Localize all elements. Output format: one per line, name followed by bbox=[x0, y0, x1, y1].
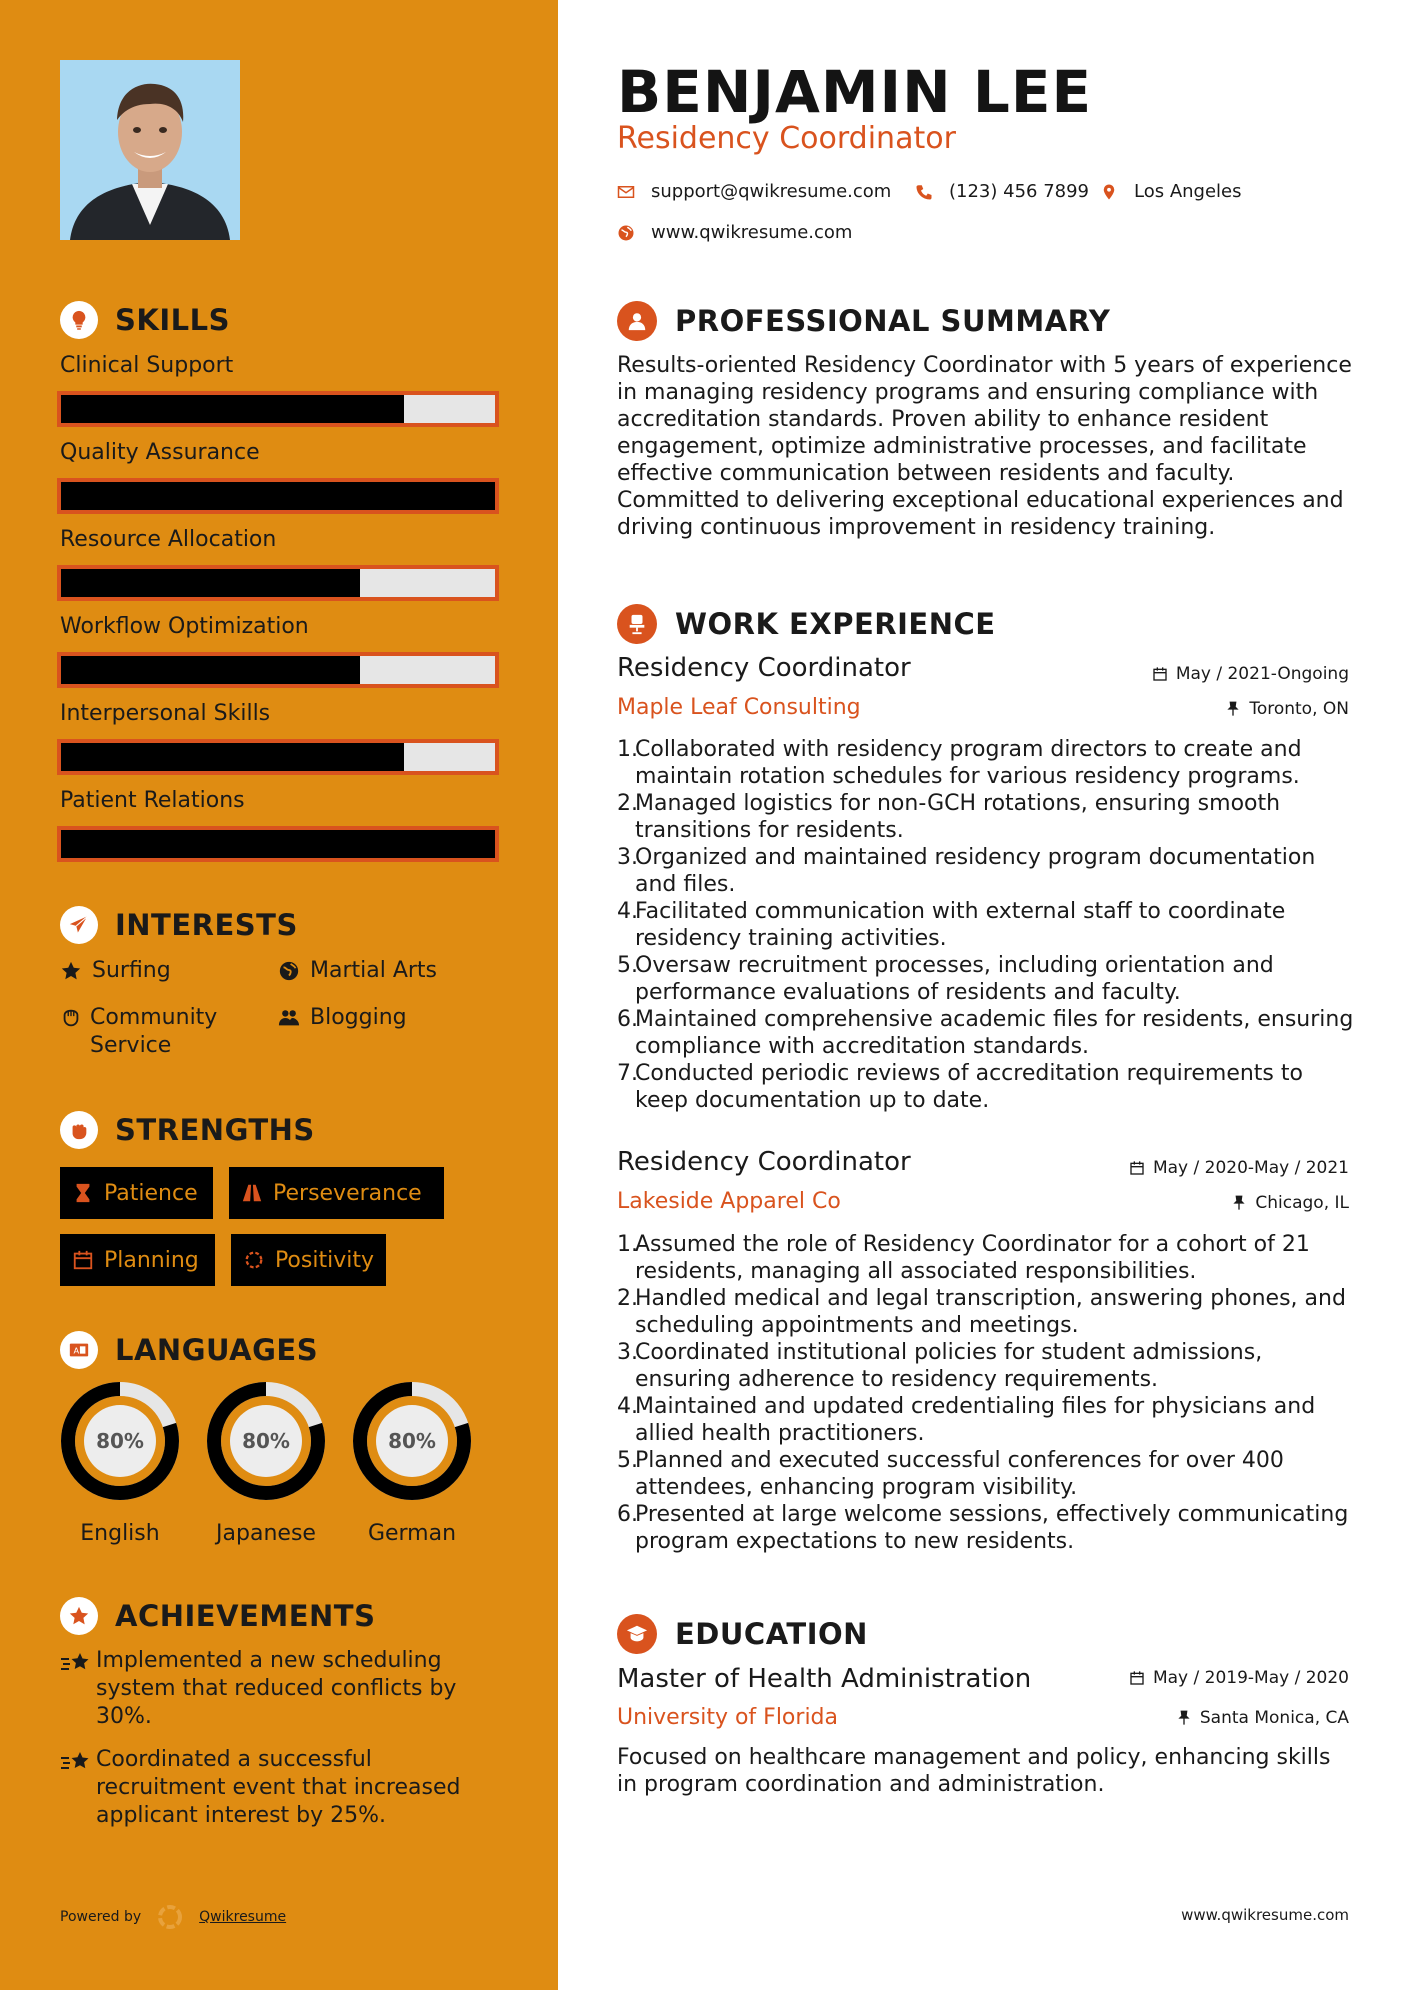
interest-item bbox=[278, 957, 437, 985]
language-percent: 80% bbox=[388, 1429, 436, 1453]
job-responsibilities bbox=[617, 736, 1357, 1114]
bullet-text: Coordinated institutional policies for student admissions, ensuring adherence to residency requirements. bbox=[635, 1340, 1263, 1392]
strength-label: Positivity bbox=[274, 1247, 374, 1273]
location-text: Los Angeles bbox=[1134, 181, 1242, 202]
powered-by bbox=[60, 1902, 286, 1932]
skill-bar-fill bbox=[61, 743, 404, 771]
contact-website[interactable] bbox=[617, 222, 852, 243]
star-award-icon bbox=[60, 1597, 98, 1635]
strengths-title: STRENGTHS bbox=[115, 1113, 315, 1147]
contact-email[interactable] bbox=[617, 181, 891, 202]
shooting-star-icon bbox=[60, 1746, 96, 1830]
skill-bar bbox=[57, 652, 499, 688]
list-item: 5. Planned and executed successful conferences for over 400 attendees, enhancing program visibility. bbox=[617, 1447, 1357, 1501]
interest-label: Community Service bbox=[90, 1005, 218, 1058]
bullet-text: Oversaw recruitment processes, including orientation and performance evaluations of residents and faculty. bbox=[635, 953, 1274, 1005]
phone-text: (123) 456 7899 bbox=[949, 181, 1090, 202]
language-percent: 80% bbox=[242, 1429, 290, 1453]
pin-icon bbox=[1176, 1710, 1192, 1726]
achievement-text: Implemented a new scheduling system that reduced conflicts by 30%. bbox=[96, 1648, 457, 1729]
skill-item bbox=[60, 351, 500, 427]
paper-plane-icon bbox=[60, 906, 98, 944]
office-chair-icon bbox=[617, 604, 657, 644]
skill-label: Quality Assurance bbox=[60, 440, 260, 465]
list-item: 4. Facilitated communication with external staff to coordinate residency training activities. bbox=[617, 898, 1357, 952]
road-icon bbox=[241, 1182, 263, 1204]
skill-bar bbox=[57, 478, 499, 514]
job-dates-text: May / 2021-Ongoing bbox=[1175, 664, 1349, 684]
email-text: support@qwikresume.com bbox=[651, 181, 892, 202]
map-marker-icon bbox=[1100, 183, 1118, 201]
language-percent: 80% bbox=[96, 1429, 144, 1453]
strength-chip bbox=[60, 1167, 213, 1219]
work-title: WORK EXPERIENCE bbox=[675, 607, 996, 641]
education-title: EDUCATION bbox=[675, 1617, 868, 1651]
achievement-item bbox=[60, 1746, 490, 1830]
skill-bar bbox=[57, 739, 499, 775]
bullet-text: Presented at large welcome sessions, effectively communicating program expectations to new residents. bbox=[635, 1502, 1349, 1554]
list-item: 3. Organized and maintained residency program documentation and files. bbox=[617, 844, 1357, 898]
skills-heading bbox=[60, 301, 230, 339]
list-item: 1. Collaborated with residency program directors to create and maintain rotation schedules for various residency programs. bbox=[617, 736, 1357, 790]
summary-heading bbox=[617, 301, 1110, 341]
qwikresume-link[interactable]: Qwikresume bbox=[199, 1909, 287, 1925]
skills-title: SKILLS bbox=[115, 303, 230, 337]
language-item bbox=[55, 1379, 185, 1546]
candidate-role: Residency Coordinator bbox=[617, 121, 956, 156]
pin-icon bbox=[1231, 1195, 1247, 1211]
list-item: 6. Maintained comprehensive academic files for residents, ensuring compliance with accreditation standards. bbox=[617, 1006, 1357, 1060]
list-item: 2. Handled medical and legal transcription, answering phones, and scheduling appointments and meetings. bbox=[617, 1285, 1357, 1339]
list-item: 6. Presented at large welcome sessions, effectively communicating program expectations to new residents. bbox=[617, 1501, 1357, 1555]
language-item bbox=[347, 1379, 477, 1546]
bullet-text: Conducted periodic reviews of accreditation requirements to keep documentation up to date. bbox=[635, 1061, 1303, 1113]
education-degree: Master of Health Administration bbox=[617, 1664, 1032, 1694]
job-location bbox=[1231, 1193, 1349, 1213]
calendar-icon bbox=[1152, 666, 1168, 682]
bullet-text: Handled medical and legal transcription, answering phones, and scheduling appointments and meetings. bbox=[635, 1286, 1346, 1338]
shooting-star-icon bbox=[60, 1647, 96, 1731]
skill-bar-fill bbox=[61, 395, 404, 423]
skill-bar-fill bbox=[61, 656, 360, 684]
languages-title: LANGUAGES bbox=[115, 1333, 319, 1367]
education-location-text: Santa Monica, CA bbox=[1199, 1708, 1349, 1728]
phone-icon bbox=[915, 183, 933, 201]
bullet-text: Assumed the role of Residency Coordinator for a cohort of 21 residents, managing all associated responsibilities. bbox=[635, 1232, 1310, 1284]
contact-location bbox=[1100, 181, 1242, 202]
skill-item bbox=[60, 786, 500, 862]
list-item: 1. Assumed the role of Residency Coordinator for a cohort of 21 residents, managing all associated responsibilities. bbox=[617, 1231, 1357, 1285]
skill-item bbox=[60, 699, 500, 775]
strength-label: Planning bbox=[104, 1247, 199, 1273]
skill-bar bbox=[57, 826, 499, 862]
strength-chip bbox=[231, 1234, 386, 1286]
job-location bbox=[1225, 699, 1349, 719]
bullet-text: Facilitated communication with external staff to coordinate residency training activities. bbox=[635, 899, 1286, 951]
interest-item bbox=[60, 1004, 250, 1060]
interest-label: Blogging bbox=[310, 1005, 407, 1030]
strength-label: Perseverance bbox=[273, 1180, 422, 1206]
job-company: Lakeside Apparel Co bbox=[617, 1189, 841, 1214]
calendar-icon bbox=[1129, 1160, 1145, 1176]
bullet-text: Organized and maintained residency program documentation and files. bbox=[635, 845, 1316, 897]
powered-by-label: Powered by bbox=[60, 1909, 142, 1925]
list-item: 2. Managed logistics for non-GCH rotations, ensuring smooth transitions for residents. bbox=[617, 790, 1357, 844]
language-label: English bbox=[80, 1521, 160, 1546]
svg-text:A: A bbox=[73, 1345, 80, 1356]
skill-bar-fill bbox=[61, 569, 360, 597]
job-location-text: Chicago, IL bbox=[1255, 1193, 1349, 1213]
skill-label: Interpersonal Skills bbox=[60, 701, 271, 726]
sidebar bbox=[0, 0, 558, 1990]
strength-chip bbox=[229, 1167, 444, 1219]
fist-icon bbox=[60, 1111, 98, 1149]
skill-item bbox=[60, 612, 500, 688]
interests-heading bbox=[60, 906, 298, 944]
list-item: 7. Conducted periodic reviews of accreditation requirements to keep documentation up to date. bbox=[617, 1060, 1357, 1114]
job-title: Residency Coordinator bbox=[617, 1147, 911, 1177]
job-location-text: Toronto, ON bbox=[1249, 699, 1349, 719]
education-description: Focused on healthcare management and policy, enhancing skills in program coordination and administration. bbox=[617, 1745, 1331, 1797]
job-dates bbox=[1129, 1158, 1349, 1178]
globe-icon bbox=[278, 957, 302, 985]
language-ring bbox=[204, 1379, 328, 1503]
job-dates bbox=[1152, 664, 1349, 684]
lightbulb-icon bbox=[60, 301, 98, 339]
bullet-text: Maintained and updated credentialing files for physicians and allied health practitioners. bbox=[635, 1394, 1316, 1446]
bullet-text: Collaborated with residency program directors to create and maintain rotation schedules for various residency programs. bbox=[635, 737, 1302, 789]
language-ring bbox=[350, 1379, 474, 1503]
envelope-icon bbox=[617, 183, 635, 201]
bullet-text: Planned and executed successful conferences for over 400 attendees, enhancing program visibility. bbox=[635, 1448, 1284, 1500]
education-school: University of Florida bbox=[617, 1705, 838, 1730]
user-icon bbox=[617, 301, 657, 341]
qwikresume-logo-icon bbox=[155, 1902, 185, 1932]
skill-bar bbox=[57, 565, 499, 601]
hourglass-icon bbox=[72, 1182, 94, 1204]
skill-bar-fill bbox=[61, 482, 495, 510]
language-label: German bbox=[367, 1521, 457, 1546]
job-dates-text: May / 2020-May / 2021 bbox=[1152, 1158, 1349, 1178]
language-label: Japanese bbox=[216, 1521, 316, 1546]
job-title: Residency Coordinator bbox=[617, 653, 911, 683]
job-responsibilities bbox=[617, 1231, 1357, 1555]
skill-item bbox=[60, 525, 500, 601]
language-item bbox=[201, 1379, 331, 1546]
graduation-icon bbox=[617, 1614, 657, 1654]
education-location bbox=[1176, 1708, 1349, 1728]
calendar-icon bbox=[1129, 1670, 1145, 1686]
skill-label: Clinical Support bbox=[60, 353, 234, 378]
summary-text: Results-oriented Residency Coordinator with 5 years of experience in managing residency programs and ensuring compliance with accreditation standards. Proven ability to enhance resident engagement, optimize administrative processes, and facilitate effective communication between residents and faculty. Committed to delivering exceptional educational experiences and driving continuous improvement in residency training. bbox=[617, 353, 1352, 540]
interest-label: Martial Arts bbox=[310, 958, 438, 983]
job-company: Maple Leaf Consulting bbox=[617, 695, 861, 720]
work-heading bbox=[617, 604, 996, 644]
languages-heading bbox=[60, 1331, 318, 1369]
calendar-icon bbox=[72, 1249, 94, 1271]
star-icon bbox=[60, 957, 84, 985]
education-heading bbox=[617, 1614, 868, 1654]
profile-photo bbox=[60, 60, 240, 240]
language-ring bbox=[58, 1379, 182, 1503]
interest-item bbox=[278, 1004, 407, 1032]
achievement-text: Coordinated a successful recruitment event that increased applicant interest by 25%. bbox=[96, 1747, 461, 1828]
globe-icon bbox=[617, 224, 635, 242]
pin-icon bbox=[1225, 701, 1241, 717]
achievement-item bbox=[60, 1647, 490, 1731]
skill-label: Workflow Optimization bbox=[60, 614, 309, 639]
hand-icon bbox=[60, 1004, 82, 1032]
candidate-name: BENJAMIN LEE bbox=[617, 58, 1093, 126]
interests-title: INTERESTS bbox=[115, 908, 298, 942]
skill-label: Resource Allocation bbox=[60, 527, 277, 552]
footer-url[interactable]: www.qwikresume.com bbox=[1181, 1906, 1349, 1924]
strength-chip bbox=[60, 1234, 215, 1286]
strengths-heading bbox=[60, 1111, 315, 1149]
education-dates bbox=[1129, 1668, 1349, 1688]
summary-title: PROFESSIONAL SUMMARY bbox=[675, 304, 1111, 338]
contact-phone[interactable] bbox=[915, 181, 1089, 202]
skill-bar bbox=[57, 391, 499, 427]
skill-label: Patient Relations bbox=[60, 788, 245, 813]
list-item: 5. Oversaw recruitment processes, including orientation and performance evaluations of residents and faculty. bbox=[617, 952, 1357, 1006]
language-icon bbox=[60, 1331, 98, 1369]
bullet-text: Managed logistics for non-GCH rotations, ensuring smooth transitions for residents. bbox=[635, 791, 1281, 843]
interest-label: Surfing bbox=[92, 958, 171, 983]
website-text: www.qwikresume.com bbox=[651, 222, 853, 243]
strength-label: Patience bbox=[104, 1180, 198, 1206]
list-item: 3. Coordinated institutional policies for student admissions, ensuring adherence to residency requirements. bbox=[617, 1339, 1357, 1393]
achievements-heading bbox=[60, 1597, 375, 1635]
bullet-text: Maintained comprehensive academic files for residents, ensuring compliance with accreditation standards. bbox=[635, 1007, 1354, 1059]
skill-bar-fill bbox=[61, 830, 495, 858]
list-item: 4. Maintained and updated credentialing files for physicians and allied health practitioners. bbox=[617, 1393, 1357, 1447]
users-icon bbox=[278, 1004, 302, 1032]
achievements-title: ACHIEVEMENTS bbox=[115, 1599, 376, 1633]
circle-notch-icon bbox=[243, 1249, 265, 1271]
skill-item bbox=[60, 438, 500, 514]
education-dates-text: May / 2019-May / 2020 bbox=[1152, 1668, 1349, 1688]
interest-item bbox=[60, 957, 171, 985]
